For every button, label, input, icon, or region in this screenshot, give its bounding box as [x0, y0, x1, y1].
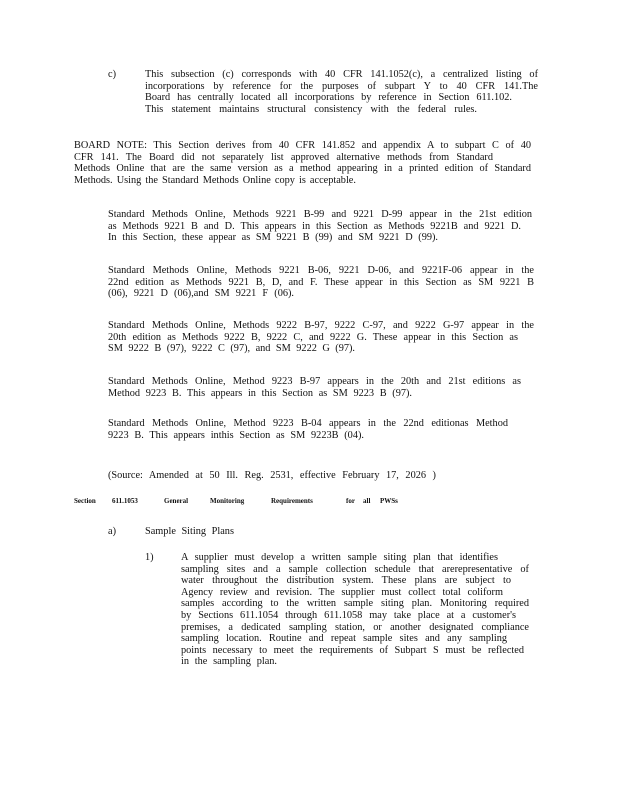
- text-line: in the sampling plan.: [181, 656, 277, 668]
- subsection-a-label: a): [108, 526, 116, 537]
- text-line: Method 9223 B. This appears in this Section as SM 9223 B (97).: [108, 387, 412, 399]
- text-line: 22nd edition as Methods 9221 B, D, and F. These appear in this Section as SM 9221 B: [108, 276, 534, 288]
- text-line: water throughout the distribution system. These plans are subject to: [181, 575, 511, 587]
- text-line: Standard Methods Online, Method 9223 B-97 appears in the 20th and 21st editions as: [108, 376, 521, 387]
- text-line: BOARD NOTE: This Section derives from 40 CFR 141.852 and appendix A to subpart C of 40: [74, 140, 531, 151]
- text-line: (06), 9221 D (06),and SM 9221 F (06).: [108, 288, 294, 300]
- text-line: Agency review and revision. The supplier must collect total coliform: [181, 586, 503, 598]
- methods-paragraph: [108, 209, 532, 244]
- text-line: Methods Online that are the same version as a method appearing in a printed edition of Standard: [74, 163, 531, 175]
- item-1-label: 1): [145, 552, 154, 563]
- methods-paragraph: [108, 265, 534, 300]
- subsection-a-title: Sample Siting Plans: [145, 526, 234, 537]
- heading-word: General: [164, 497, 189, 505]
- text-line: Standard Methods Online, Methods 9222 B-97, 9222 C-97, and 9222 G-97 appear in the: [108, 320, 534, 331]
- text-line: This statement maintains structural consistency with the federal rules.: [145, 103, 477, 115]
- text-line: Methods. Using the Standard Methods Online copy is acceptable.: [74, 174, 356, 186]
- source-note: [108, 470, 436, 482]
- text-line: Standard Methods Online, Method 9223 B-04 appears in the 22nd editionas Method: [108, 418, 508, 429]
- heading-word: PWSs: [380, 497, 398, 505]
- methods-paragraph: [108, 320, 534, 355]
- text-line: premises, a dedicated sampling station, or another designated compliance: [181, 621, 529, 633]
- heading-word: Requirements: [271, 497, 313, 505]
- text-line: Standard Methods Online, Methods 9221 B-99 and 9221 D-99 appear in the 21st edition: [108, 209, 532, 220]
- text-line: 9223 B. This appears inthis Section as SM 9223B (04).: [108, 429, 364, 441]
- text-line: This subsection (c) corresponds with 40 CFR 141.1052(c), a centralized listing of: [145, 69, 538, 80]
- text-line: points necessary to meet the requirements of Subpart S must be reflected: [181, 644, 524, 656]
- section-word: Section: [74, 497, 96, 505]
- subsection-c-text: [145, 69, 538, 115]
- heading-word: Monitoring: [210, 497, 245, 505]
- subsection-c-label: c): [108, 69, 116, 80]
- board-note: [74, 140, 531, 186]
- text-line: by Sections 611.1054 through 611.1058 may take place at a customer's: [181, 609, 516, 621]
- methods-paragraph: [108, 376, 521, 399]
- text-line: sampling location. Routine and repeat sample sites and any sampling: [181, 633, 507, 645]
- heading-word: for: [346, 497, 355, 505]
- text-line: Board has centrally located all incorporations by reference in Section 611.102.: [145, 92, 512, 104]
- text-line: (Source: Amended at 50 Ill. Reg. 2531, effective February 17, 2026 ): [108, 470, 436, 481]
- methods-paragraph: [108, 418, 508, 441]
- text-line: In this Section, these appear as SM 9221 B (99) and SM 9221 D (99).: [108, 232, 438, 244]
- text-line: CFR 141. The Board did not separately list approved alternative methods from Standard: [74, 151, 493, 163]
- text-line: incorporations by reference for the purposes of subpart Y to 40 CFR 141.The: [145, 80, 538, 92]
- section-number: 611.1053: [112, 497, 138, 505]
- text-line: as Methods 9221 B and D. This appears in this Section as Methods 9221B and 9221 D.: [108, 220, 521, 232]
- text-line: 20th edition as Methods 9222 B, 9222 C, and 9222 G. These appear in this Section as: [108, 331, 518, 343]
- item-1-text: [181, 552, 529, 668]
- text-line: SM 9222 B (97), 9222 C (97), and SM 9222 G (97).: [108, 343, 355, 355]
- text-line: A supplier must develop a written sample siting plan that identifies: [181, 552, 498, 563]
- text-line: samples according to the written sample siting plan. Monitoring required: [181, 598, 529, 610]
- heading-word: all: [363, 497, 371, 505]
- text-line: Standard Methods Online, Methods 9221 B-06, 9221 D-06, and 9221F-06 appear in the: [108, 265, 534, 276]
- text-line: sampling sites and a sample collection schedule that arerepresentative of: [181, 563, 529, 575]
